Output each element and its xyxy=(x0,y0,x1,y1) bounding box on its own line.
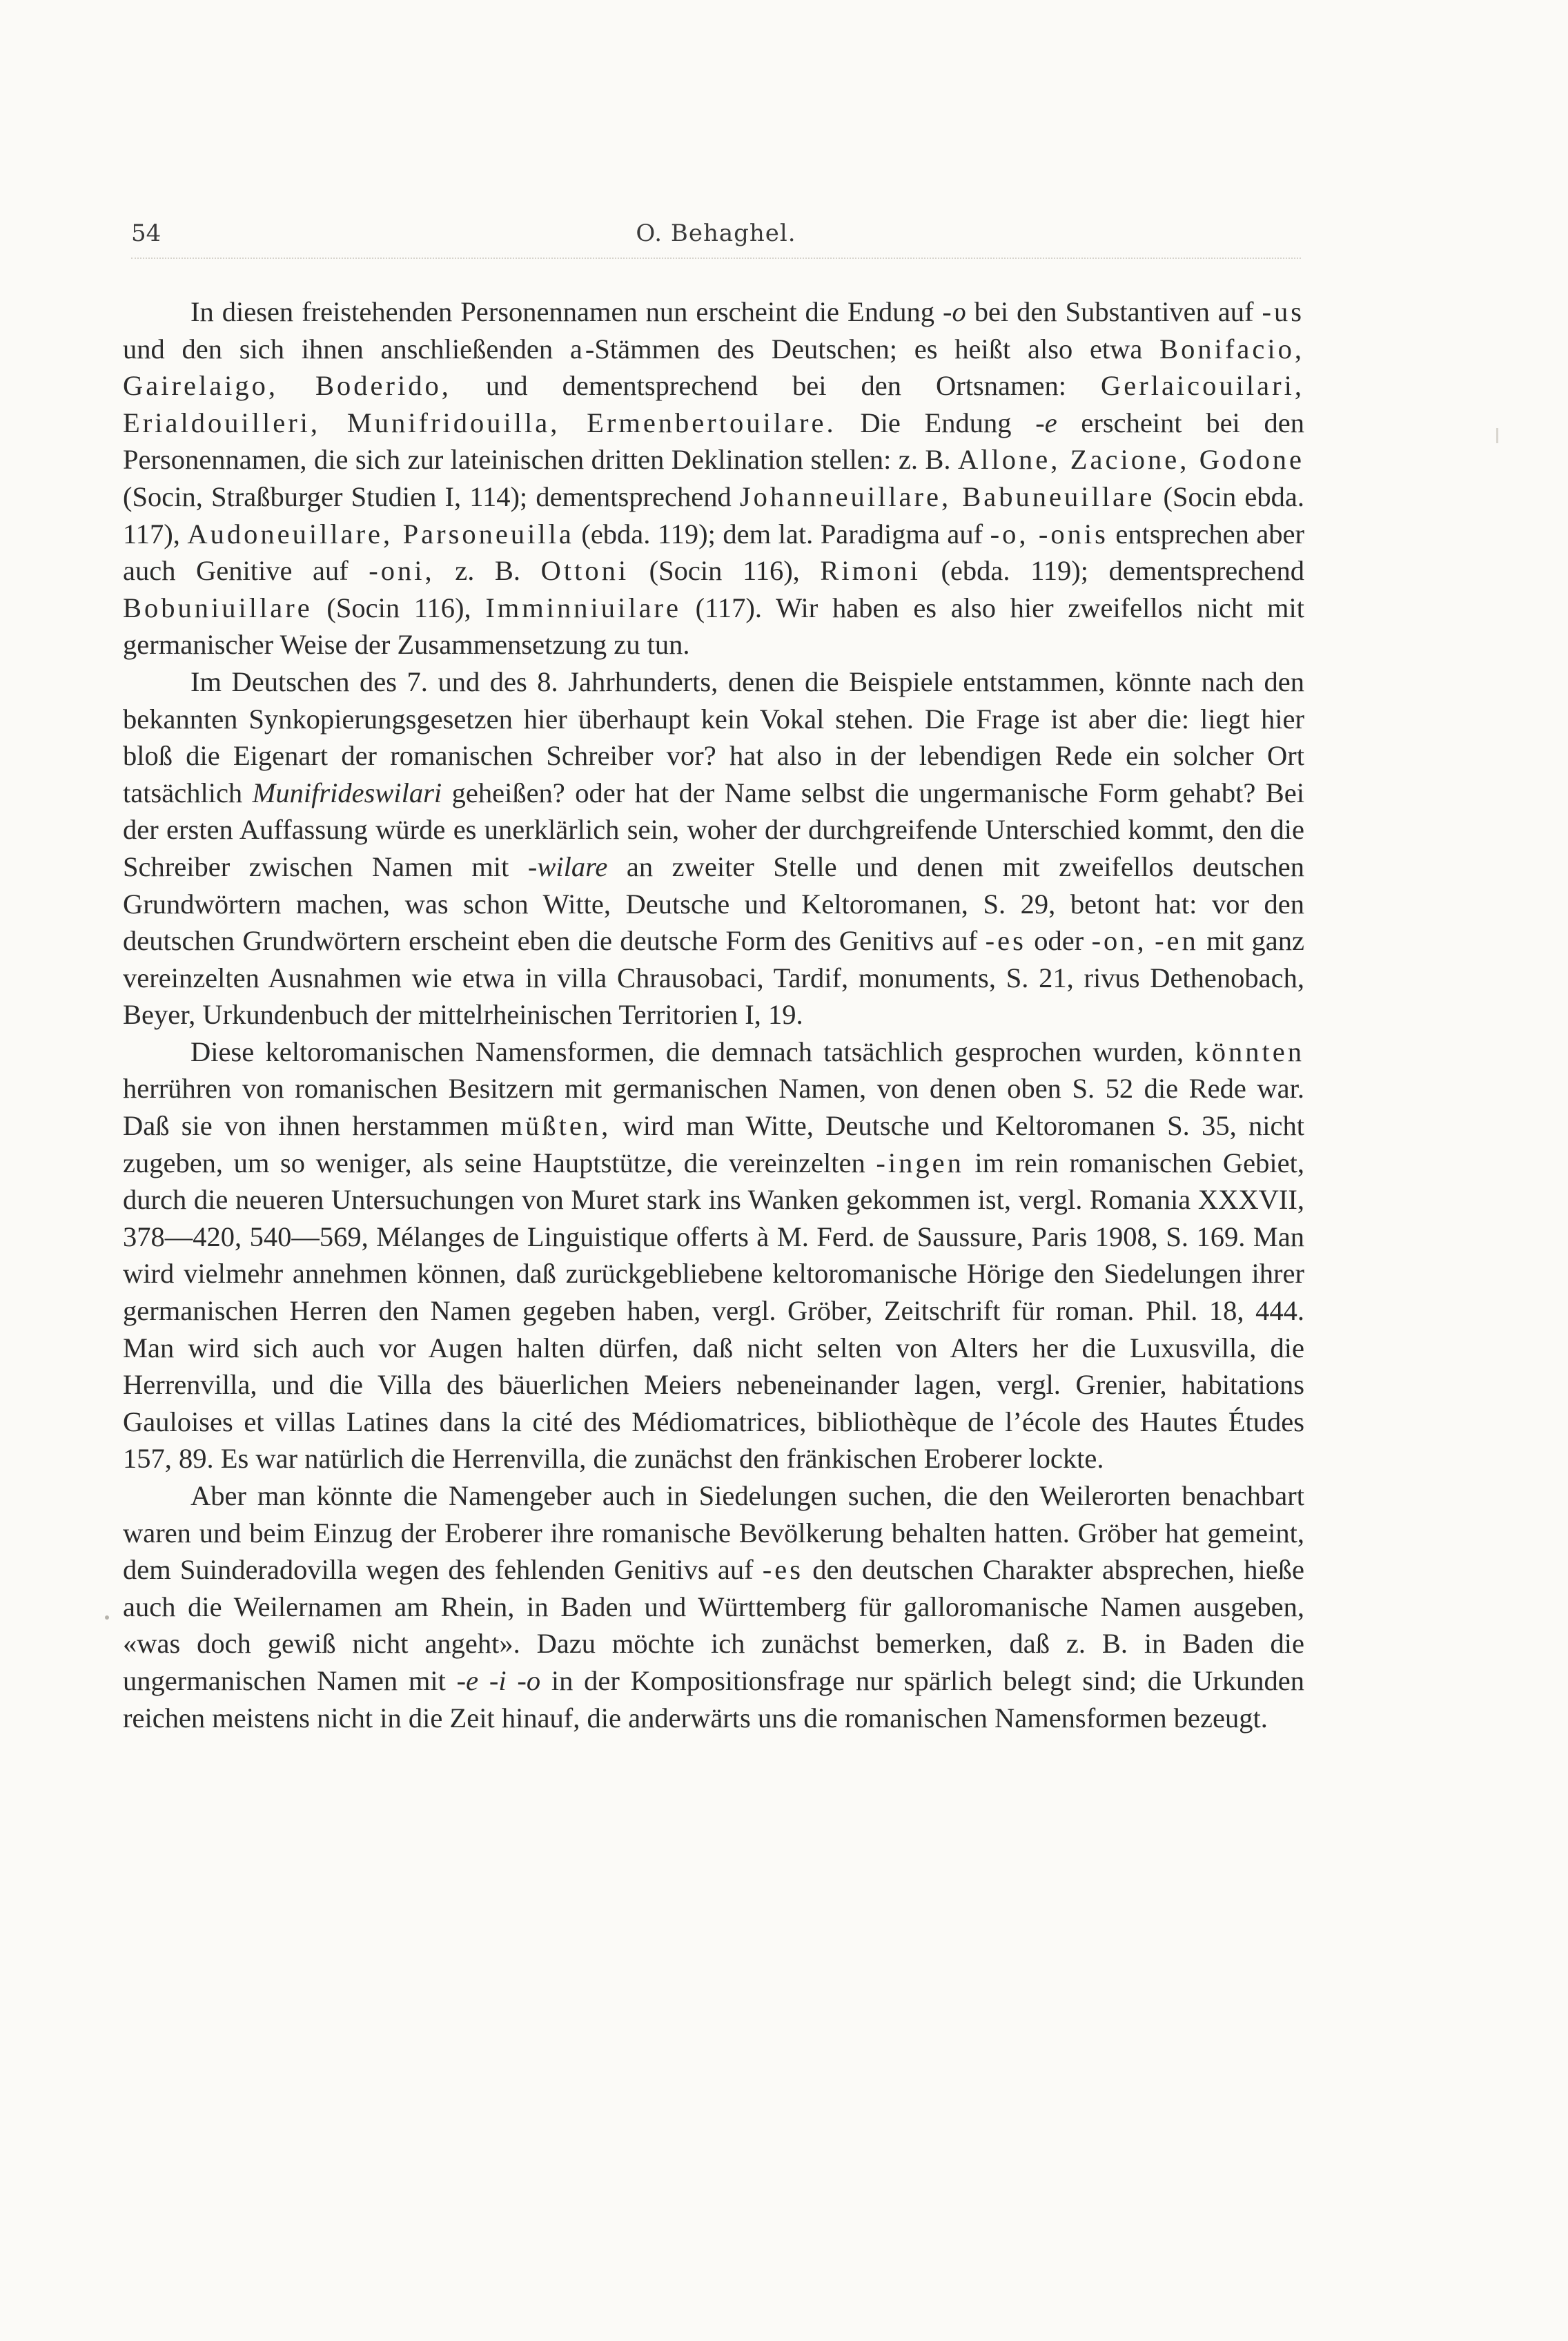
spaced-term: -on, xyxy=(1091,925,1147,957)
text-run: (Socin, Straßburger Studien I, 114); dementsprechend xyxy=(123,480,740,512)
text-run: In diesen freistehenden Personennamen nun erscheint die Endung xyxy=(190,296,943,327)
text-run: geheißen? oder hat der Name selbst die ungermanische Form gehabt? Bei der ersten Auffassung würde es unerklärlich sein, woher der durchgreifende Unterschied kommt, den die Schreiber zwischen Namen mit xyxy=(123,777,1304,882)
spaced-term: -us xyxy=(1262,296,1304,327)
header-rule xyxy=(131,258,1301,259)
text-run: Diese keltoromanischen Namensformen, die demnach tatsächlich gesprochen wurden, xyxy=(190,1036,1195,1067)
spaced-term: -oni, xyxy=(369,555,435,587)
paragraph-2 xyxy=(123,663,1304,1033)
margin-dot xyxy=(105,1615,109,1620)
spaced-term: Allone, Zacione, Godone xyxy=(957,444,1304,476)
body-text xyxy=(123,293,1304,1736)
page-header xyxy=(131,220,1301,254)
text-run xyxy=(1147,925,1155,956)
text-run: bei den Substantiven auf xyxy=(966,296,1262,327)
spaced-term: könnten xyxy=(1195,1036,1304,1067)
text-run: (Socin 116), xyxy=(629,555,821,587)
spaced-term: -es xyxy=(985,925,1026,957)
spaced-term: Imminniuilare xyxy=(485,592,682,623)
text-run: entsprechen aber auch Genitive auf xyxy=(123,518,1305,587)
text-run: (Socin ebda. 117), xyxy=(123,480,1304,550)
spaced-term: Johanneuillare, Babuneuillare xyxy=(739,480,1155,512)
spaced-term: Gerlaicouilari, Erialdouilleri, Munifridouilla, Ermenbertouilare. xyxy=(123,370,1304,438)
running-head: O. Behaghel. xyxy=(636,220,796,247)
text-run: oder xyxy=(1026,925,1092,957)
spaced-term: Rimoni xyxy=(820,555,921,587)
text-run: mit ganz vereinzelten Ausnahmen wie etwa in villa Chrausobaci, Tardif, monuments, S. 21, rivus Dethenobach, Beyer, Urkundenbuch der mittelrheinischen Territorien I, 19. xyxy=(123,925,1304,1031)
text-run: Die Endung xyxy=(836,407,1036,438)
text-run: Im Deutschen des 7. und des 8. Jahrhunderts, denen die Beispiele entstammen, könnte nach den bekannten Synkopierungsgesetzen hier überhaupt kein Vokal stehen. Die Frage ist aber die: liegt hier bloß die Eigenart der romanischen Schreiber vor? hat also in der lebendigen Rede ein solcher Ort tatsächlich xyxy=(123,666,1304,808)
text-run: (Socin 116), xyxy=(312,592,486,623)
text-run: erscheint bei den Personennamen, die sich zur lateinischen dritten Deklination stellen: z. B. xyxy=(123,407,1305,476)
spaced-term: Bobuniuillare xyxy=(123,592,313,623)
spaced-term: -o, -onis xyxy=(990,518,1108,550)
spaced-term: -ingen xyxy=(876,1147,964,1178)
text-run: und den sich ihnen anschließenden xyxy=(123,333,570,365)
text-run: wird man Witte, Deutsche und Keltoromanen S. 35, nicht zugeben, um so weniger, als seine Hauptstütze, die vereinzelten xyxy=(123,1110,1304,1178)
text-run: im rein romanischen Gebiet, durch die neueren Untersuchungen von Muret stark ins Wanken gekommen ist, vergl. Romania XXXVII, 378—420, 540—569, Mélanges de Linguistique offerts à M. Ferd. de Saussure, Paris 1908, S. 169. Man wird vielmehr annehmen können, daß zurückgebliebene keltoromanische Hörige den Siedelungen ihrer germanischen Herren den Namen gegeben haben, vergl. Gröber, Zeitschrift für roman. Phil. 18, 444. Man wird sich auch vor Augen halten dürfen, daß nicht selten von Alters her die Luxusvilla, die Herrenvilla, und die Villa des bäuerlichen Meiers nebeneinander lagen, vergl. Grenier, habitations Gauloises et villas Latines dans la cité des Médiomatrices, bibliothèque de l’école des Hautes Études 157, 89. Es war natürlich die Herrenvilla, die zunächst den fränkischen Eroberer lockte. xyxy=(123,1147,1304,1475)
text-run: (ebda. 119); dementsprechend xyxy=(920,555,1304,587)
italic-term: -e -i -o xyxy=(456,1664,541,1696)
spaced-term: -en xyxy=(1155,925,1199,957)
text-run: (ebda. 119); dem lat. Paradigma auf xyxy=(574,518,990,550)
spaced-term: -es xyxy=(762,1554,804,1586)
spaced-term: müßten, xyxy=(500,1110,611,1142)
spaced-term: a xyxy=(569,333,585,365)
text-run: den deutschen Charakter absprechen, hieße auch die Weilernamen am Rhein, in Baden und Württemberg für galloromanische Namen ausgeben, «was doch gewiß nicht angeht». Dazu möchte ich zunächst bemerken, daß z. B. in Baden die ungermanischen Namen mit xyxy=(123,1554,1304,1696)
paragraph-1 xyxy=(123,293,1304,663)
text-run: herrühren von romanischen Besitzern mit germanischen Namen, von denen oben S. 52 die Rede war. Daß sie von ihnen herstammen xyxy=(123,1073,1304,1142)
spaced-term: Audoneuillare, Parsoneuilla xyxy=(187,518,574,550)
italic-term: -o xyxy=(942,296,966,327)
spaced-term: Bonifacio, Gairelaigo, Boderido, xyxy=(123,333,1305,402)
italic-term: -e xyxy=(1035,407,1057,438)
text-run: und dementsprechend bei den Ortsnamen: xyxy=(451,370,1101,402)
page-number: 54 xyxy=(131,220,161,247)
text-run: in der Kompositionsfrage nur spärlich belegt sind; die Urkunden reichen meistens nicht in die Zeit hinauf, die anderwärts uns die romanischen Namensformen bezeugt. xyxy=(123,1664,1304,1733)
paragraph-4 xyxy=(123,1477,1304,1736)
text-run: -Stämmen des Deutschen; es heißt also etwa xyxy=(585,333,1160,365)
text-run: (117). Wir haben es also hier zweifellos nicht mit germanischer Weise der Zusammensetzung zu tun. xyxy=(123,592,1304,661)
text-run: Aber man könnte die Namengeber auch in Siedelungen suchen, die den Weilerorten benachbart waren und beim Einzug der Eroberer ihre romanische Bevölkerung behalten hatten. Gröber hat gemeint, dem Suinderadovilla wegen des fehlenden Genitivs auf xyxy=(123,1480,1304,1586)
margin-mark xyxy=(1496,428,1498,443)
italic-term: -wilare xyxy=(527,851,608,882)
text-run: z. B. xyxy=(434,555,541,587)
paragraph-3 xyxy=(123,1033,1304,1477)
spaced-term: Ottoni xyxy=(540,555,629,587)
text-run: an zweiter Stelle und denen mit zweifellos deutschen Grundwörtern machen, was schon Witte, Deutsche und Keltoromanen, S. 29, betont hat: vor den deutschen Grundwörtern erscheint eben die deutsche Form des Genitivs auf xyxy=(123,851,1304,957)
italic-term: Munifrideswilari xyxy=(252,777,442,808)
